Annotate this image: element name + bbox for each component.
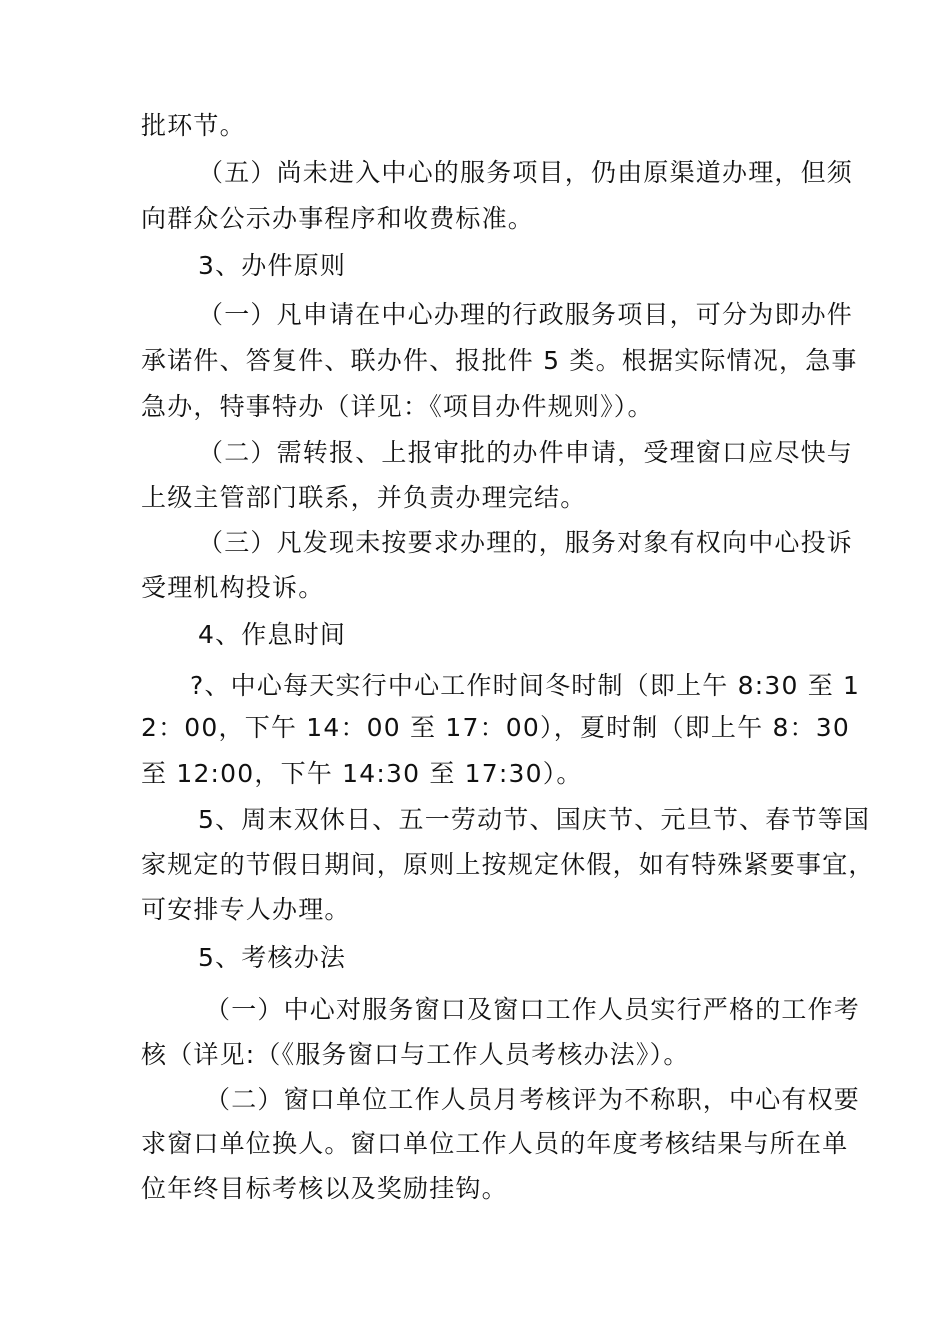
paragraph-line: ?、中心每天实行中心工作时间冬时制（即上午 8:30 至 1	[190, 671, 861, 700]
paragraph-line: 上级主管部门联系，并负责办理完结。	[141, 483, 587, 512]
paragraph-line: 核（详见:（《服务窗口与工作人员考核办法》）。	[141, 1040, 690, 1069]
section-heading: 3、办件原则	[198, 251, 347, 280]
paragraph-line: （二）窗口单位工作人员月考核评为不称职，中心有权要	[205, 1085, 861, 1114]
paragraph-line: 求窗口单位换人。窗口单位工作人员的年度考核结果与所在单	[141, 1129, 849, 1158]
paragraph-line: 承诺件、答复件、联办件、报批件 5 类。根据实际情况，急事	[141, 346, 858, 375]
paragraph-line: 5、周末双休日、五一劳动节、国庆节、元旦节、春节等国	[198, 805, 871, 834]
paragraph-line: 急办，特事特办（详见：《项目办件规则》）。	[141, 392, 654, 421]
paragraph-line: 位年终目标考核以及奖励挂钩。	[141, 1174, 508, 1203]
section-heading: 4、作息时间	[198, 620, 347, 649]
paragraph-line: （三）凡发现未按要求办理的，服务对象有权向中心投诉	[198, 528, 854, 557]
paragraph-line: （二）需转报、上报审批的办件申请，受理窗口应尽快与	[198, 438, 854, 467]
paragraph-line: 2：00，下午 14：00 至 17：00），夏时制（即上午 8：30	[141, 713, 850, 742]
paragraph-line: 受理机构投诉。	[141, 573, 325, 602]
paragraph-line: 向群众公示办事程序和收费标准。	[141, 204, 535, 233]
paragraph-line: 家规定的节假日期间，原则上按规定休假，如有特殊紧要事宜，	[141, 850, 875, 879]
paragraph-line: （一）凡申请在中心办理的行政服务项目，可分为即办件	[198, 300, 854, 329]
paragraph-line: （五）尚未进入中心的服务项目，仍由原渠道办理，但须	[198, 158, 854, 187]
paragraph-line: 批环节。	[141, 111, 246, 140]
paragraph-line: （一）中心对服务窗口及窗口工作人员实行严格的工作考	[205, 995, 861, 1024]
section-heading: 5、考核办法	[198, 943, 347, 972]
paragraph-line: 可安排专人办理。	[141, 895, 351, 924]
paragraph-line: 至 12:00，下午 14:30 至 17:30）。	[141, 759, 583, 788]
